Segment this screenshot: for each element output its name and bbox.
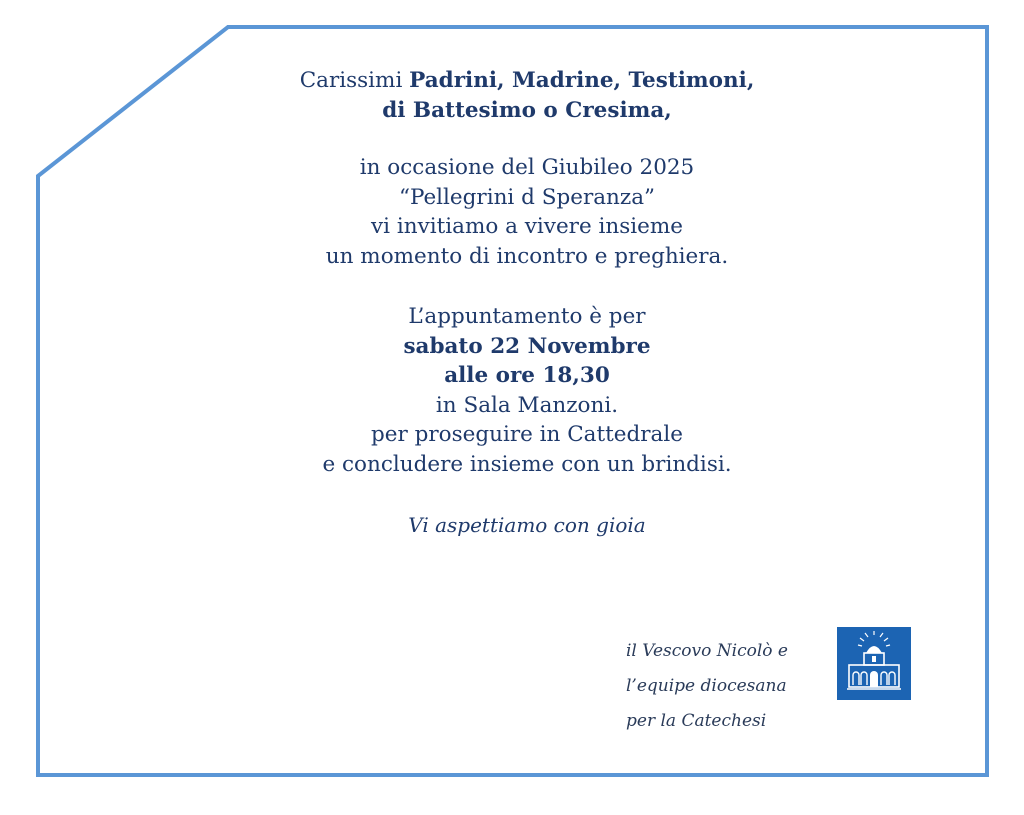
greeting-recipients: Padrini, Madrine, Testimoni, (409, 68, 755, 93)
signature-line-2: l’equipe diocesana (626, 676, 787, 696)
appointment-place: in Sala Manzoni. (435, 392, 619, 418)
appointment-intro: L’appuntamento è per (408, 304, 646, 329)
greeting-line-1 (40, 66, 1014, 96)
occasion-line-2: “Pellegrini d Speranza” (398, 184, 656, 210)
greeting-prefix: Carissimi (299, 68, 410, 93)
closing-line: Vi aspettiamo con gioia (408, 513, 646, 537)
occasion-line-4: un momento di incontro e preghiera. (325, 243, 729, 269)
appointment-continue: per proseguire in Cattedrale (371, 422, 683, 447)
occasion-line-3: vi invitiamo a vivere insieme (371, 214, 683, 239)
appointment-time: alle ore 18,30 (444, 363, 610, 388)
cathedral-logo-icon (837, 627, 911, 700)
appointment-conclude: e concludere insieme con un brindisi. (322, 451, 732, 477)
signature (626, 634, 788, 739)
occasion-line-1: in occasione del Giubileo 2025 (359, 155, 695, 180)
greeting-line-2: di Battesimo o Cresima, (382, 97, 672, 123)
invitation-body (40, 66, 1014, 541)
signature-line-1: il Vescovo Nicolò e (626, 641, 788, 661)
signature-line-3: per la Catechesi (626, 711, 767, 731)
appointment-date: sabato 22 Novembre (403, 333, 651, 359)
